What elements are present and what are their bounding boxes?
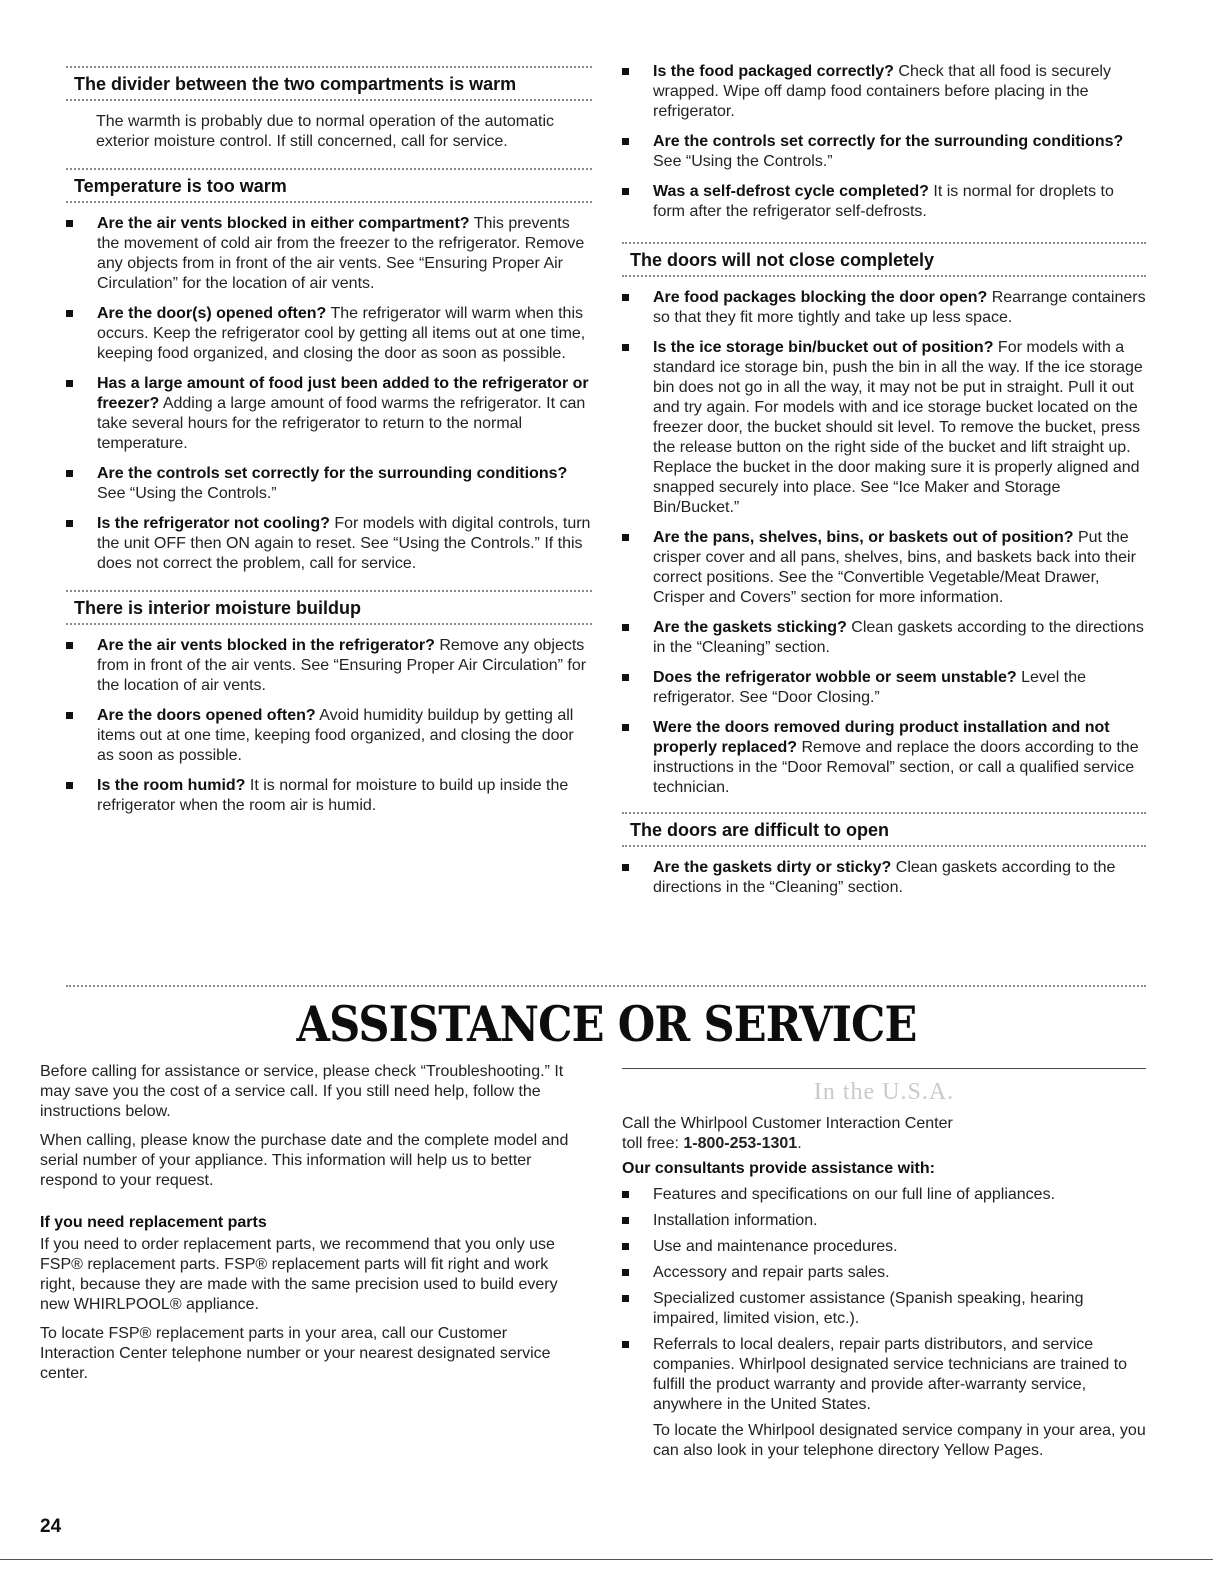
list-item bbox=[622, 338, 1146, 518]
item-answer: Avoid humidity buildup by getting all items out at one time, keeping food organized, and closing the door as soon as possible. bbox=[97, 707, 574, 764]
bullet-icon bbox=[622, 344, 629, 351]
item-question: Is the refrigerator not cooling? bbox=[97, 515, 330, 532]
item-question: Were the doors removed during product installation and not properly replaced? bbox=[653, 719, 1110, 756]
item-answer: Remove and replace the doors according to the instructions in the “Door Removal” section, or call a qualified service technician. bbox=[653, 739, 1139, 796]
item-question: Are the controls set correctly for the surrounding conditions? bbox=[653, 133, 1124, 150]
item-question: Are the controls set correctly for the surrounding conditions? bbox=[97, 465, 568, 482]
list-item bbox=[622, 858, 1146, 898]
bullet-icon bbox=[622, 674, 629, 681]
bullet-list bbox=[622, 288, 1146, 798]
item-question: Are the air vents blocked in either compartment? bbox=[97, 215, 470, 232]
section-rule bbox=[622, 845, 1146, 847]
list-item bbox=[622, 1263, 1146, 1283]
phone-number: 1-800-253-1301 bbox=[683, 1135, 798, 1152]
usa-panel bbox=[622, 1068, 1146, 1461]
parts-heading: If you need replacement parts bbox=[40, 1214, 267, 1231]
item-answer: See “Using the Controls.” bbox=[97, 485, 277, 502]
section-title: The divider between the two compartments is warm bbox=[74, 74, 517, 94]
item-question: Are the pans, shelves, bins, or baskets out of position? bbox=[653, 529, 1074, 546]
list-item bbox=[622, 1211, 1146, 1231]
call-line: Call the Whirlpool Customer Interaction Center bbox=[622, 1115, 953, 1132]
list-item bbox=[66, 304, 592, 364]
item-question: Are food packages blocking the door open? bbox=[653, 289, 988, 306]
bullet-icon bbox=[622, 188, 629, 195]
item-answer: It is normal for droplets to form after the refrigerator self-defrosts. bbox=[653, 183, 1114, 220]
bullet-icon bbox=[622, 1243, 629, 1250]
page-title: ASSISTANCE OR SERVICE bbox=[296, 995, 917, 1053]
item-answer: Adding a large amount of food warms the refrigerator. It can take several hours for the refrigerator to return to the normal temperature. bbox=[97, 395, 586, 452]
bullet-icon bbox=[622, 624, 629, 631]
item-question: Is the room humid? bbox=[97, 777, 246, 794]
consultants-heading: Our consultants provide assistance with: bbox=[622, 1160, 935, 1177]
divider-rule bbox=[66, 985, 1146, 987]
list-item bbox=[66, 776, 592, 816]
parts-paragraph: To locate FSP® replacement parts in your area, call our Customer Interaction Center telephone number or your nearest designated service center. bbox=[40, 1325, 551, 1382]
list-item bbox=[622, 62, 1146, 122]
item-answer: Put the crisper cover and all pans, shelves, bins, and baskets back into their correct positions. See the “Convertible Vegetable/Meat Drawer, Crisper and Covers” section for more information. bbox=[653, 529, 1136, 606]
item-text: Accessory and repair parts sales. bbox=[653, 1264, 890, 1281]
footer-rule bbox=[0, 1559, 1213, 1560]
section-rule bbox=[622, 275, 1146, 277]
section-title: The doors will not close completely bbox=[630, 250, 935, 270]
call-line bbox=[622, 1134, 1146, 1154]
section-rule bbox=[66, 201, 592, 203]
bullet-list bbox=[66, 214, 592, 574]
bullet-list bbox=[622, 858, 1146, 898]
bullet-icon bbox=[66, 520, 73, 527]
item-answer: For models with digital controls, turn the unit OFF then ON again to reset. See “Using the Controls.” If this does not correct the problem, call for service. bbox=[97, 515, 591, 572]
list-item bbox=[66, 464, 592, 504]
item-text: Use and maintenance procedures. bbox=[653, 1238, 898, 1255]
list-item bbox=[622, 132, 1146, 172]
list-item bbox=[622, 288, 1146, 328]
item-question: Are the gaskets dirty or sticky? bbox=[653, 859, 892, 876]
section-title: There is interior moisture buildup bbox=[74, 598, 362, 618]
bullet-icon bbox=[622, 294, 629, 301]
item-question: Was a self-defrost cycle completed? bbox=[653, 183, 929, 200]
item-text: Referrals to local dealers, repair parts distributors, and service companies. Whirlpool designated service technicians are trained to fulfill the product warranty and provide after-warranty service, anywhere in the United States. bbox=[653, 1336, 1128, 1413]
item-text: Specialized customer assistance (Spanish speaking, hearing impaired, limited vision, etc.). bbox=[653, 1290, 1084, 1327]
bullet-icon bbox=[66, 642, 73, 649]
bullet-icon bbox=[622, 864, 629, 871]
item-answer: Clean gaskets according to the directions in the “Cleaning” section. bbox=[653, 859, 1116, 896]
bullet-list bbox=[66, 636, 592, 816]
bullet-icon bbox=[66, 220, 73, 227]
bullet-icon bbox=[66, 310, 73, 317]
item-question: Are the door(s) opened often? bbox=[97, 305, 327, 322]
item-answer: It is normal for moisture to build up inside the refrigerator when the room air is humid. bbox=[97, 777, 569, 814]
bullet-icon bbox=[66, 782, 73, 789]
left-column bbox=[66, 66, 592, 830]
section-temperature-warm bbox=[66, 168, 592, 574]
bullet-icon bbox=[622, 724, 629, 731]
list-item bbox=[66, 706, 592, 766]
list-item bbox=[622, 182, 1146, 222]
item-text: Features and specifications on our full line of appliances. bbox=[653, 1186, 1056, 1203]
item-answer: Remove any objects from in front of the air vents. See “Ensuring Proper Air Circulation” for the location of air vents. bbox=[97, 637, 587, 694]
list-item bbox=[622, 1237, 1146, 1257]
parts-paragraph: If you need to order replacement parts, we recommend that you only use FSP® replacement parts. FSP® replacement parts will fit right and work right, because they are made with the same precision used to build every new WHIRLPOOL® appliance. bbox=[40, 1236, 558, 1313]
section-paragraph: The warmth is probably due to normal operation of the automatic exterior moisture control. If still concerned, call for service. bbox=[96, 113, 555, 150]
section-title: Temperature is too warm bbox=[74, 176, 287, 196]
list-item bbox=[66, 214, 592, 294]
item-question: Is the food packaged correctly? bbox=[653, 63, 894, 80]
item-answer: The refrigerator will warm when this occurs. Keep the refrigerator cool by getting all items out at one time, keeping food organized, and closing the door as soon as possible. bbox=[97, 305, 586, 362]
section-doors-not-close bbox=[622, 242, 1146, 798]
item-answer: Rearrange containers so that they fit more tightly and take up less space. bbox=[653, 289, 1146, 326]
item-question: Are the air vents blocked in the refrigerator? bbox=[97, 637, 435, 654]
list-item bbox=[622, 1185, 1146, 1205]
list-item bbox=[66, 374, 592, 454]
right-column bbox=[622, 62, 1146, 912]
list-item bbox=[622, 718, 1146, 798]
bullet-icon bbox=[622, 1295, 629, 1302]
bullet-icon bbox=[622, 1269, 629, 1276]
item-question: Does the refrigerator wobble or seem unstable? bbox=[653, 669, 1017, 686]
bullet-icon bbox=[622, 1341, 629, 1348]
intro-paragraph: When calling, please know the purchase date and the complete model and serial number of your appliance. This information will help us to better respond to your request. bbox=[40, 1132, 569, 1189]
item-answer: Check that all food is securely wrapped. Wipe off damp food containers before placing in the refrigerator. bbox=[653, 63, 1111, 120]
bullet-icon bbox=[66, 380, 73, 387]
item-question: Has a large amount of food just been added to the refrigerator or freezer? bbox=[97, 375, 589, 412]
intro-paragraph: Before calling for assistance or service, please check “Troubleshooting.” It may save you the cost of a service call. If you still need help, follow the instructions below. bbox=[40, 1063, 564, 1120]
list-item bbox=[622, 1289, 1146, 1329]
section-doors-difficult bbox=[622, 812, 1146, 898]
section-divider-warm bbox=[66, 66, 592, 152]
bullet-icon bbox=[622, 1191, 629, 1198]
yellow-pages-note: To locate the Whirlpool designated service company in your area, you can also look in your telephone directory Yellow Pages. bbox=[653, 1422, 1146, 1459]
list-item bbox=[66, 514, 592, 574]
panel-rule bbox=[622, 1068, 1146, 1069]
item-answer: See “Using the Controls.” bbox=[653, 153, 833, 170]
bullet-icon bbox=[622, 534, 629, 541]
bullet-icon bbox=[622, 68, 629, 75]
item-question: Is the ice storage bin/bucket out of position? bbox=[653, 339, 994, 356]
item-answer: Clean gaskets according to the directions in the “Cleaning” section. bbox=[653, 619, 1144, 656]
list-item bbox=[622, 528, 1146, 608]
usa-heading: In the U.S.A. bbox=[813, 1079, 955, 1105]
toll-free-label: toll free: bbox=[622, 1135, 684, 1152]
list-item bbox=[66, 636, 592, 696]
section-rule bbox=[66, 99, 592, 101]
bullet-list bbox=[622, 1185, 1146, 1415]
item-answer: This prevents the movement of cold air from the freezer to the refrigerator. Remove any objects from in front of the air vents. See “Ensuring Proper Air Circulation” for the location of air vents. bbox=[97, 215, 585, 292]
bullet-icon bbox=[66, 712, 73, 719]
bullet-icon bbox=[622, 138, 629, 145]
bullet-icon bbox=[622, 1217, 629, 1224]
list-item bbox=[622, 668, 1146, 708]
section-moisture-buildup bbox=[66, 590, 592, 816]
page-number: 24 bbox=[40, 1516, 62, 1537]
section-rule bbox=[66, 623, 592, 625]
bullet-list bbox=[622, 62, 1146, 222]
item-question: Are the doors opened often? bbox=[97, 707, 316, 724]
list-item bbox=[622, 1335, 1146, 1415]
item-question: Are the gaskets sticking? bbox=[653, 619, 847, 636]
assistance-left bbox=[40, 1062, 585, 1393]
list-item bbox=[622, 618, 1146, 658]
item-answer: For models with a standard ice storage bin, push the bin in all the way. If the ice storage bin does not go in all the way, it may not be put in straight. Pull it out and try again. For models with and ice storage bucket located on the freezer door, the bucket should sit level. To remove the bucket, press the release button on the right side of the bucket and lift straight up. Replace the bucket in the door making sure it is properly aligned and snapped securely into place. See “Ice Maker and Storage Bin/Bucket.” bbox=[653, 339, 1143, 516]
item-text: Installation information. bbox=[653, 1212, 818, 1229]
call-line-end: . bbox=[797, 1135, 802, 1152]
item-answer: Level the refrigerator. See “Door Closing.” bbox=[653, 669, 1087, 706]
section-title: The doors are difficult to open bbox=[630, 820, 890, 840]
bullet-icon bbox=[66, 470, 73, 477]
